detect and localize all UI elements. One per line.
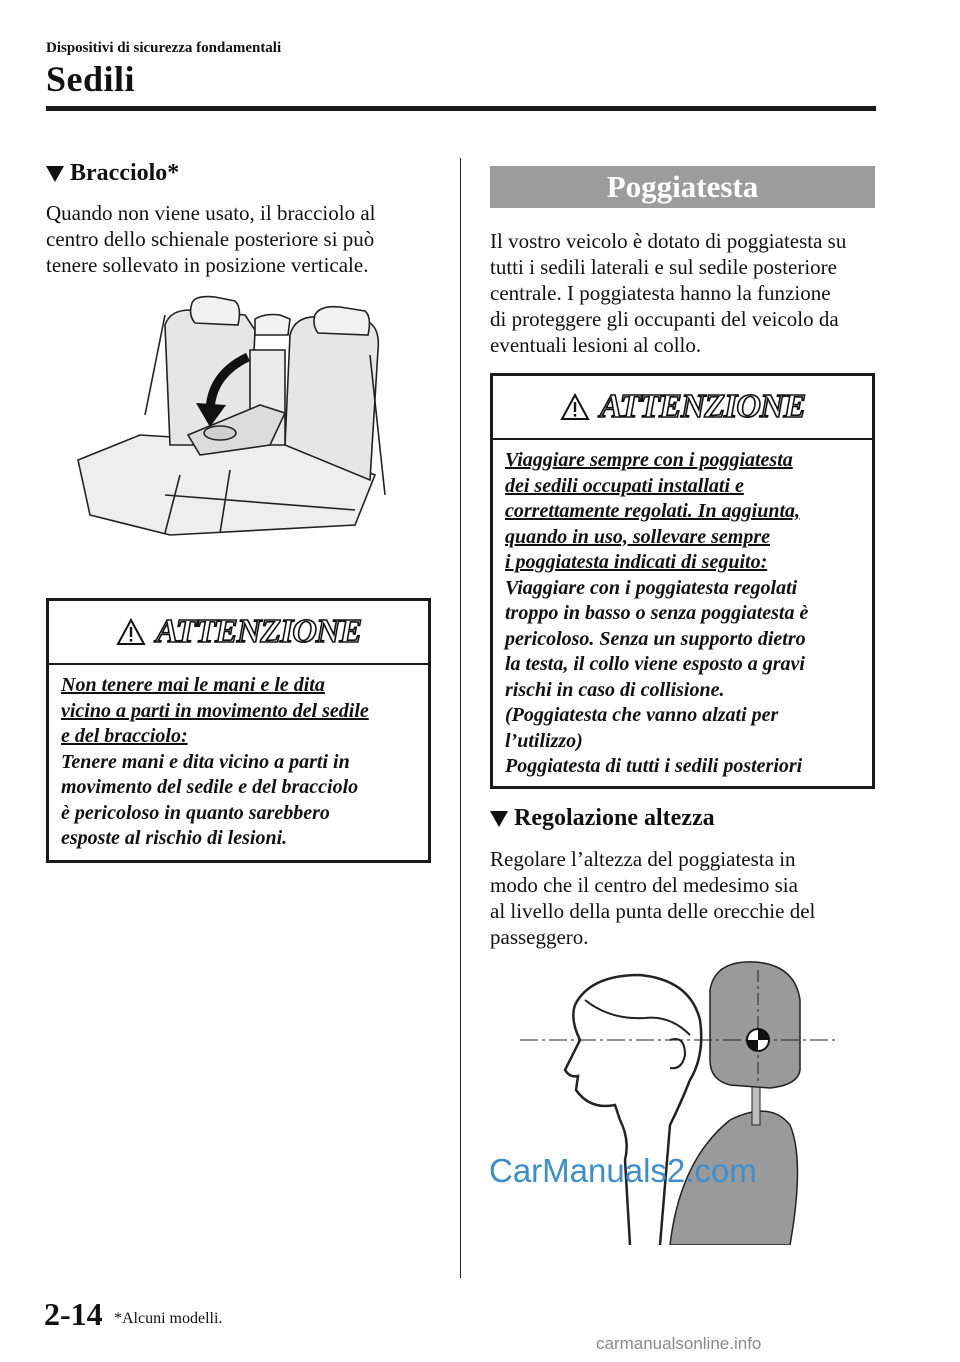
warning-line: esposte al rischio di lesioni. [61, 827, 288, 849]
headrest-paragraph [490, 228, 880, 358]
text-line: tutti i sedili laterali e sul sedile posteriore [490, 255, 837, 279]
warning-line: rischi in caso di collisione. [505, 678, 725, 701]
text-line: tenere sollevato in posizione verticale. [46, 253, 369, 277]
warning-line: Tenere mani e dita vicino a parti in [61, 750, 350, 773]
text-line: al livello della punta delle orecchie del [490, 899, 816, 923]
warning-line: Viaggiare con i poggiatesta regolati [505, 576, 798, 599]
armrest-paragraph [46, 200, 446, 278]
warning-line: Non tenere mai le mani e le dita [61, 674, 325, 696]
footnote: *Alcuni modelli. [114, 1310, 223, 1327]
warning-title: ATTENZIONE [599, 388, 806, 425]
header-rule [46, 106, 876, 111]
text-line: passeggero. [490, 925, 589, 949]
warning-line: Viaggiare sempre con i poggiatesta [505, 449, 793, 471]
page-number: 2-14 [44, 1296, 103, 1332]
text-line: di proteggere gli occupanti del veicolo da [490, 307, 839, 331]
watermark: CarManuals2.com [489, 1152, 757, 1189]
headrest-banner: Poggiatesta [490, 166, 875, 208]
text-line: Quando non viene usato, il bracciolo al [46, 201, 376, 225]
warning-line: vicino a parti in movimento del sedile [61, 699, 369, 722]
warning-line: la testa, il collo viene esposto a gravi [505, 653, 805, 675]
armrest-subheading-text: Bracciolo* [70, 160, 180, 186]
text-line: Il vostro veicolo è dotato di poggiatesta su [490, 229, 847, 253]
text-line: modo che il centro del medesimo sia [490, 873, 798, 897]
rear-seat-armrest-illustration [70, 295, 410, 545]
warning-line: pericoloso. Senza un supporto dietro [505, 627, 806, 650]
text-line: centrale. I poggiatesta hanno la funzione [490, 281, 831, 305]
warning-line: l’utilizzo) [505, 729, 583, 752]
warning-header [493, 376, 872, 440]
text-line: Regolare l’altezza del poggiatesta in [490, 847, 796, 871]
section-label: Dispositivi di sicurezza fondamentali [46, 40, 282, 56]
armrest-warning-box [46, 598, 431, 863]
warning-line: i poggiatesta indicati di seguito: [505, 551, 768, 573]
text-line: eventuali lesioni al collo. [490, 333, 702, 357]
down-triangle-icon [490, 811, 508, 827]
column-divider [460, 158, 461, 1278]
height-adjust-paragraph [490, 846, 880, 950]
armrest-subheading [46, 160, 179, 187]
warning-body [49, 665, 428, 862]
head-headrest-illustration [520, 960, 840, 1245]
warning-triangle-icon [116, 618, 146, 646]
warning-line: troppo in basso o senza poggiatesta è [505, 602, 809, 624]
warning-line: e del bracciolo: [61, 725, 188, 747]
warning-line: Poggiatesta di tutti i sedili posteriori [505, 755, 803, 777]
warning-body [493, 440, 872, 790]
warning-triangle-icon [560, 393, 590, 421]
warning-line: dei sedili occupati installati e [505, 474, 744, 497]
down-triangle-icon [46, 166, 64, 182]
warning-line: quando in uso, sollevare sempre [505, 525, 771, 548]
height-adjust-subheading-text: Regolazione altezza [514, 805, 715, 831]
warning-line: correttamente regolati. In aggiunta, [505, 500, 801, 522]
warning-title: ATTENZIONE [155, 613, 362, 650]
warning-line: è pericoloso in quanto sarebbero [61, 801, 330, 824]
warning-line: (Poggiatesta che vanno alzati per [505, 704, 779, 726]
page-title: Sedili [46, 59, 136, 99]
site-link[interactable]: carmanualsonline.info [596, 1334, 762, 1353]
warning-line: movimento del sedile e del bracciolo [61, 776, 359, 798]
warning-header [49, 601, 428, 665]
height-adjust-subheading [490, 805, 715, 832]
headrest-warning-box [490, 373, 875, 789]
text-line: centro dello schienale posteriore si può [46, 227, 375, 251]
